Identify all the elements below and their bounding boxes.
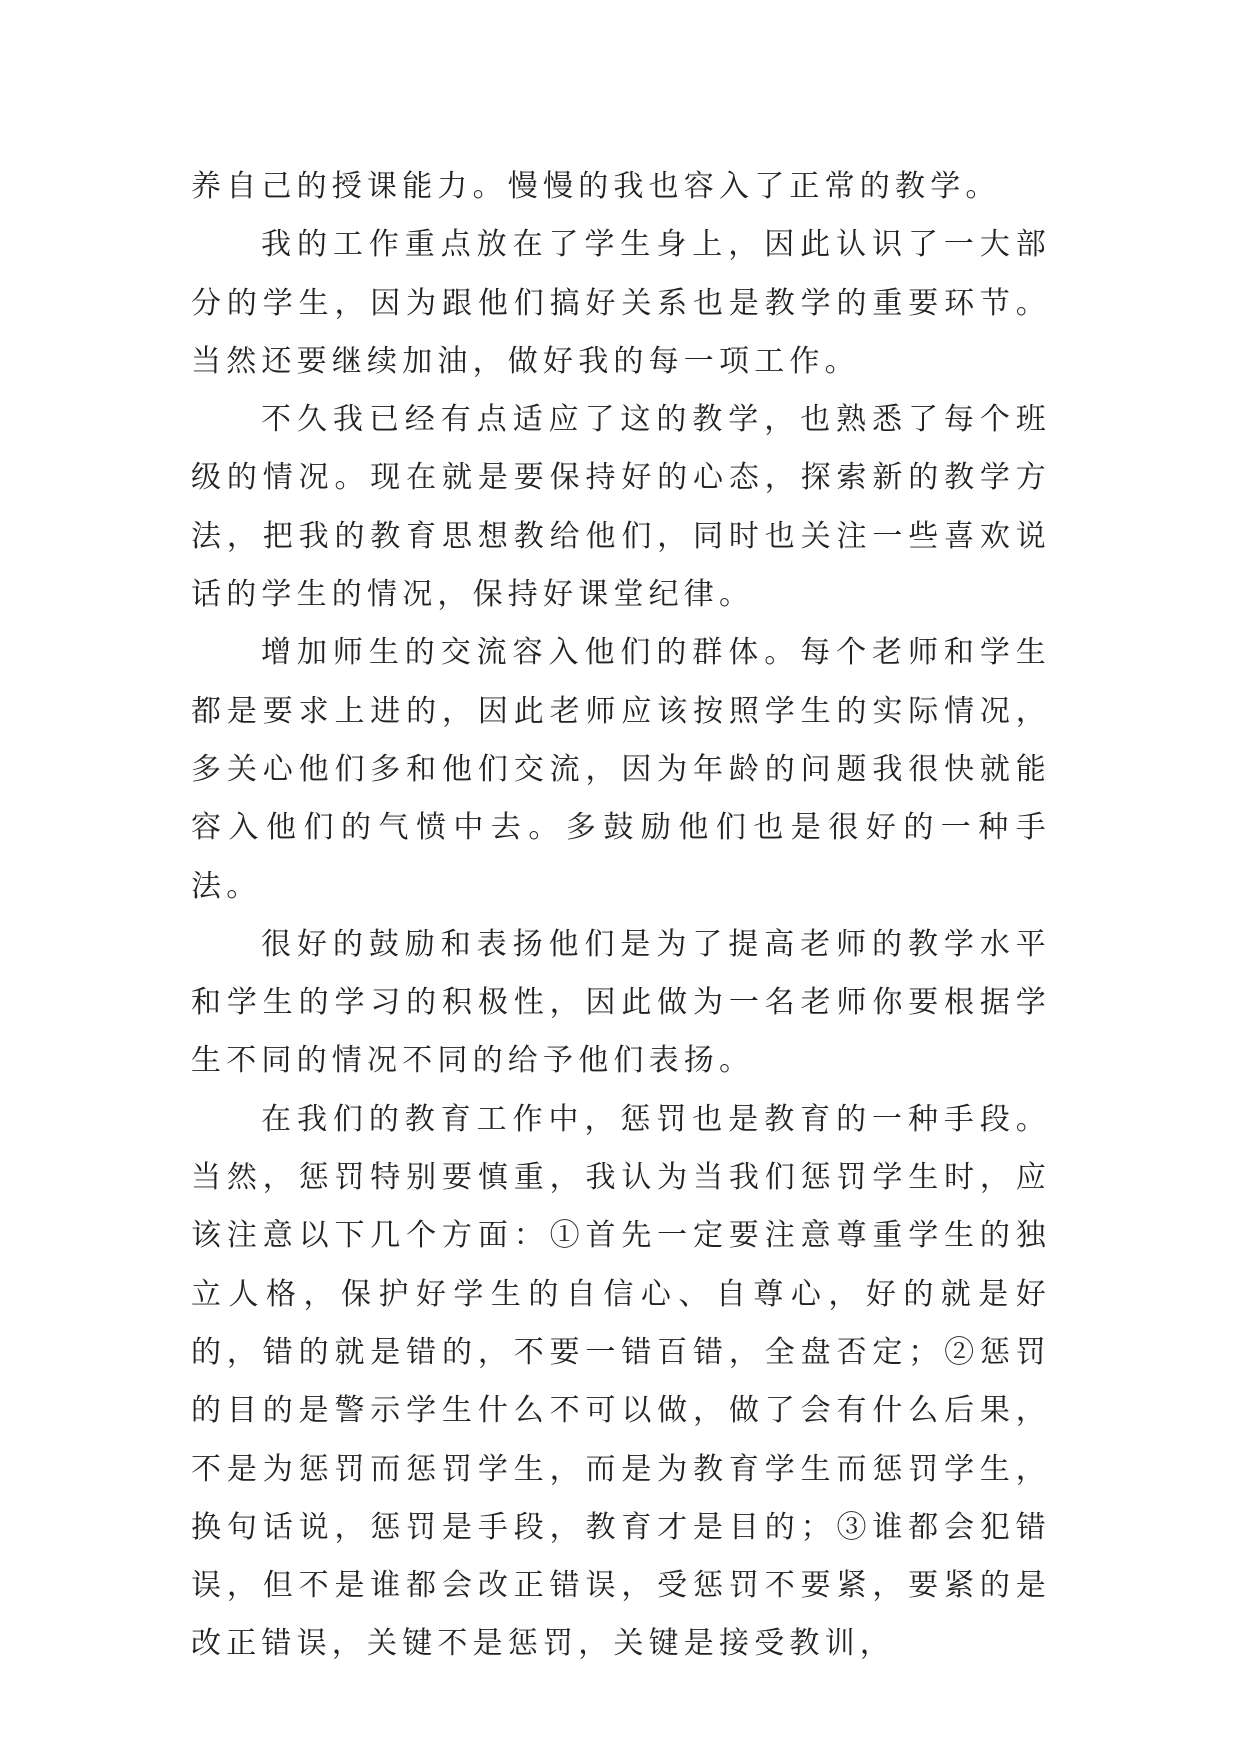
paragraph: 在我们的教育工作中，惩罚也是教育的一种手段。当然，惩罚特别要慎重，我认为当我们惩罚学生时，应该注意以下几个方面：①首先一定要注意尊重学生的独立人格，保护好学生的自信心、自尊心，好的就是好的，错的就是错的，不要一错百错，全盘否定；②惩罚的目的是警示学生什么不可以做，做了会有什么后果，不是为惩罚而惩罚学生，而是为教育学生而惩罚学生，换句话说，惩罚是手段，教育才是目的；③谁都会犯错误，但不是谁都会改正错误，受惩罚不要紧，要紧的是改正错误，关键不是惩罚，关键是接受教训，	[191, 1101, 1051, 1662]
paragraph: 不久我已经有点适应了这的教学，也熟悉了每个班级的情况。现在就是要保持好的心态，探索新的教学方法，把我的教育思想教给他们，同时也关注一些喜欢说话的学生的情况，保持好课堂纪律。	[191, 402, 1051, 613]
paragraph: 增加师生的交流容入他们的群体。每个老师和学生都是要求上进的，因此老师应该按照学生的实际情况，多关心他们多和他们交流，因为年龄的问题我很快就能容入他们的气愤中去。多鼓励他们也是很好的一种手法。	[191, 635, 1051, 904]
body-text	[191, 158, 1051, 1674]
paragraph-continuation: 养自己的授课能力。慢慢的我也容入了正常的教学。	[191, 169, 1001, 204]
paragraph: 很好的鼓励和表扬他们是为了提高老师的教学水平和学生的学习的积极性，因此做为一名老师你要根据学生不同的情况不同的给予他们表扬。	[191, 926, 1051, 1079]
paragraph: 我的工作重点放在了学生身上，因此认识了一大部分的学生，因为跟他们搞好关系也是教学的重要环节。当然还要继续加油，做好我的每一项工作。	[191, 227, 1051, 379]
